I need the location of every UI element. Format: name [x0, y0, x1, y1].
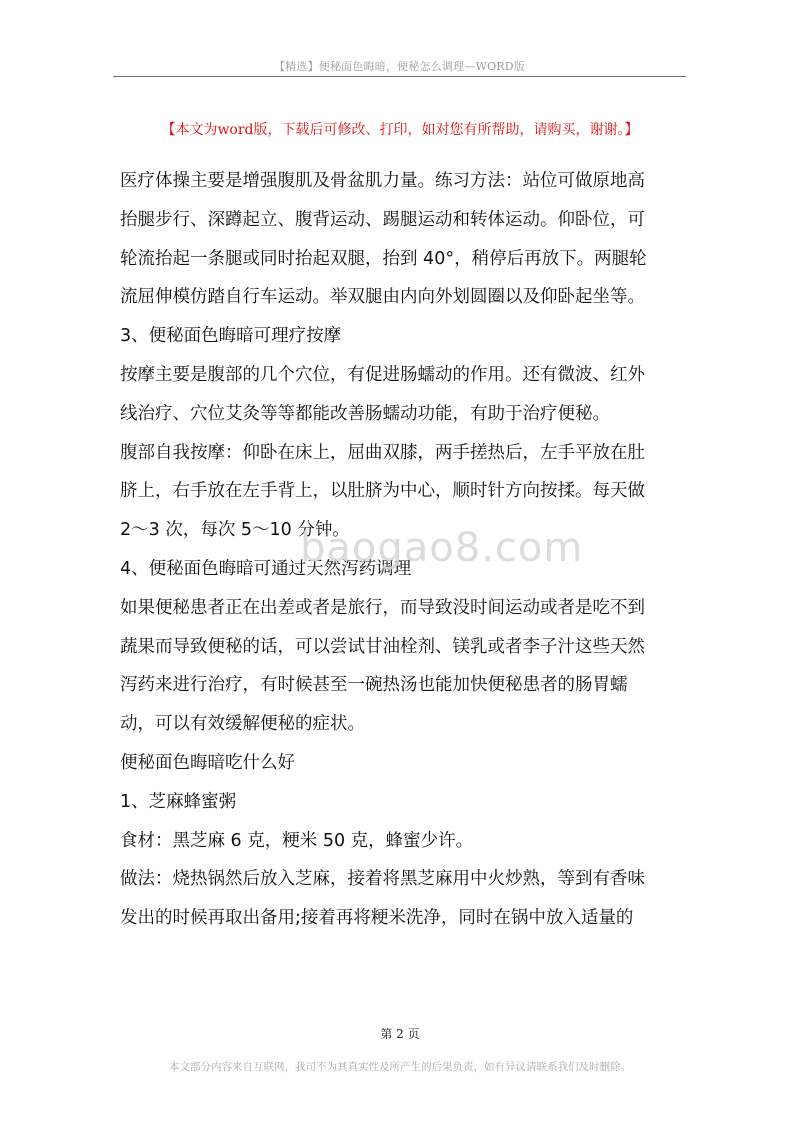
body-line: 做法：烧热锅然后放入芝麻，接着将黑芝麻用中火炒熟，等到有香味: [120, 869, 645, 890]
watermark-text: baogao8.com: [300, 525, 584, 571]
purchase-notice: 【本文为word版，下载后可修改、打印，如对您有所帮助，请购买，谢谢。】: [161, 122, 639, 138]
body-line: 按摩主要是腹部的几个穴位，有促进肠蠕动的作用。还有微波、红外: [120, 364, 645, 385]
running-header-title: 【精选】便秘面色晦暗，便秘怎么调理—WORD版: [273, 60, 526, 73]
body-line: 发出的时候再取出备用;接着再将粳米洗净，同时在锅中放入适量的: [120, 908, 634, 929]
section-heading: 3、便秘面色晦暗可理疗按摩: [120, 326, 342, 347]
subsection-heading: 1、芝麻蜂蜜粥: [120, 791, 237, 812]
body-line: 食材：黑芝麻 6 克，粳米 50 克，蜂蜜少许。: [120, 830, 474, 851]
body-line: 线治疗、穴位艾灸等等都能改善肠蠕动功能，有助于治疗便秘。: [120, 403, 610, 424]
section-heading: 便秘面色晦暗吃什么好: [120, 752, 295, 773]
body-line: 流屈伸模仿踏自行车运动。举双腿由内向外划圆圈以及仰卧起坐等。: [120, 287, 645, 308]
body-line: 腹部自我按摩：仰卧在床上，屈曲双膝，两手搓热后，左手平放在肚: [120, 442, 645, 463]
body-line: 蔬果而导致便秘的话，可以尝试甘油栓剂、镁乳或者李子汁这些天然: [120, 636, 645, 657]
body-line: 2～3 次，每次 5～10 分钟。: [120, 520, 350, 541]
body-line: 动，可以有效缓解便秘的症状。: [120, 714, 365, 735]
footer-disclaimer: 本文部分内容来自互联网，我司不为其真实性及所产生的后果负责，如有异议请联系我们及时删除。: [169, 1061, 631, 1073]
body-line: 脐上，右手放在左手背上，以肚脐为中心，顺时针方向按揉。每天做: [120, 481, 645, 502]
body-line: 如果便秘患者正在出差或者是旅行，而导致没时间运动或者是吃不到: [120, 597, 645, 618]
header-divider: [113, 76, 686, 77]
page-number: 第 2 页: [380, 1027, 420, 1041]
section-heading: 4、便秘面色晦暗可通过天然泻药调理: [120, 558, 412, 579]
body-line: 泻药来进行治疗，有时候甚至一碗热汤也能加快便秘患者的肠胃蠕: [120, 675, 628, 696]
body-line: 轮流抬起一条腿或同时抬起双腿，抬到 40°，稍停后再放下。两腿轮: [120, 248, 647, 269]
body-line: 医疗体操主要是增强腹肌及骨盆肌力量。练习方法：站位可做原地高: [120, 171, 645, 191]
body-line: 抬腿步行、深蹲起立、腹背运动、踢腿运动和转体运动。仰卧位，可: [120, 209, 645, 230]
